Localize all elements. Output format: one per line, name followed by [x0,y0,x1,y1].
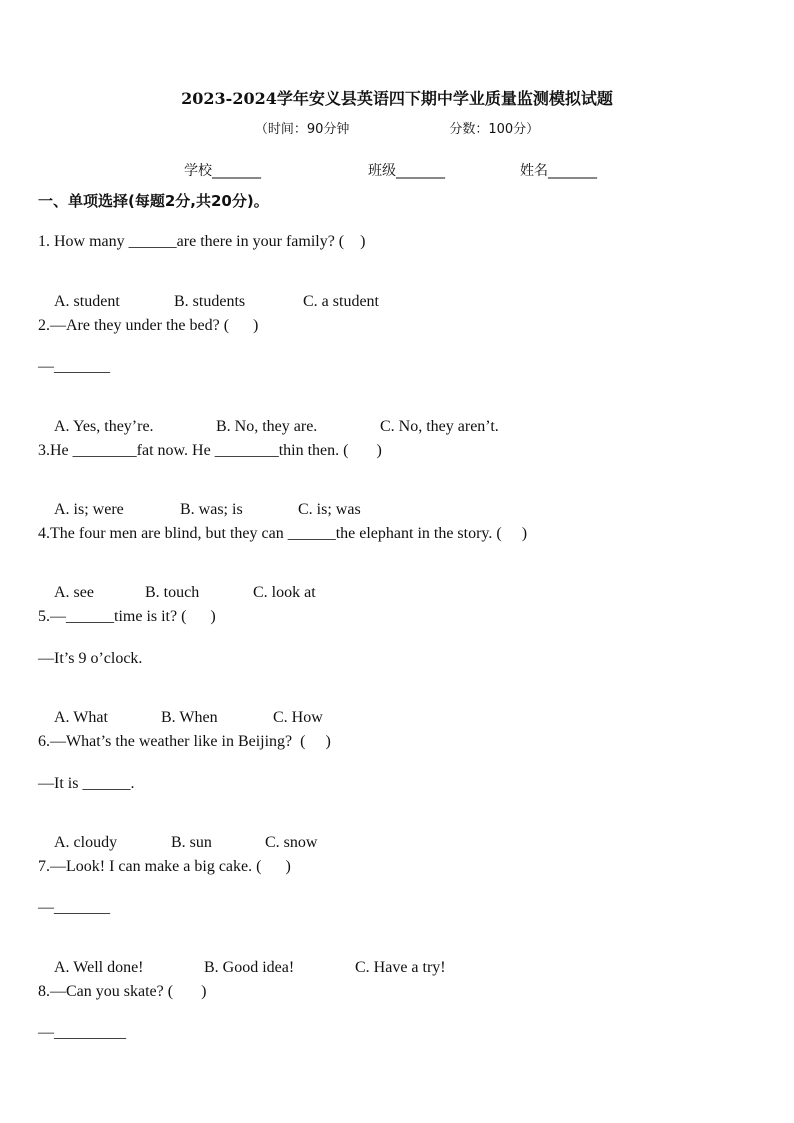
exam-title: 2023-2024学年安义县英语四下期中学业质量监测模拟试题 [181,89,613,108]
question-4-stem: 4.The four men are blind, but they can ______the elephant in the story. ( ) [38,525,528,542]
option-c: C. No, they aren’t. [380,418,499,435]
question-7-answer-line: —_______ [38,899,110,916]
time-limit: （时间：90分钟 [254,122,350,137]
option-c: C. How [273,709,323,726]
option-b: B. sun [171,834,212,851]
question-6-answer-line: —It is ______. [38,775,135,792]
option-b: B. students [174,293,246,310]
option-a: A. What [54,709,108,726]
question-8-stem: 8.—Can you skate? ( ) [38,983,207,1000]
option-a: A. cloudy [54,834,118,851]
option-b: B. was; is [180,501,243,518]
question-3-stem: 3.He ________fat now. He ________thin then. ( ) [38,442,382,459]
question-2-answer-line: —_______ [38,358,110,375]
section-heading: 一、单项选择(每题2分,共20分)。 [38,192,269,210]
question-1-stem: 1. How many ______are there in your family? ( ) [38,233,366,250]
question-8-answer-line: —_________ [38,1024,126,1041]
question-5-answer-line: —It’s 9 o’clock. [38,650,143,667]
option-c: C. snow [265,834,318,851]
question-7-stem: 7.—Look! I can make a big cake. ( ) [38,858,291,875]
option-b: B. Good idea! [204,959,295,976]
option-a: A. Yes, they’re. [54,418,154,435]
option-c: C. a student [303,293,379,310]
class-field: 班级_______ [368,163,445,179]
name-field: 姓名_______ [520,163,597,179]
question-6-stem: 6.—What’s the weather like in Beijing? ( ) [38,733,331,750]
option-b: B. touch [145,584,200,601]
exam-meta [0,118,794,137]
question-2-stem: 2.—Are they under the bed? ( ) [38,317,259,334]
option-a: A. see [54,584,94,601]
option-a: A. is; were [54,501,124,518]
option-c: C. Have a try! [355,959,446,976]
total-score: 分数：100分） [449,122,540,137]
option-b: B. When [161,709,218,726]
option-c: C. is; was [298,501,361,518]
option-a: A. Well done! [54,959,144,976]
question-5-stem: 5.—______time is it? ( ) [38,608,216,625]
school-field: 学校_______ [184,163,261,179]
option-c: C. look at [253,584,316,601]
option-a: A. student [54,293,120,310]
option-b: B. No, they are. [216,418,318,435]
